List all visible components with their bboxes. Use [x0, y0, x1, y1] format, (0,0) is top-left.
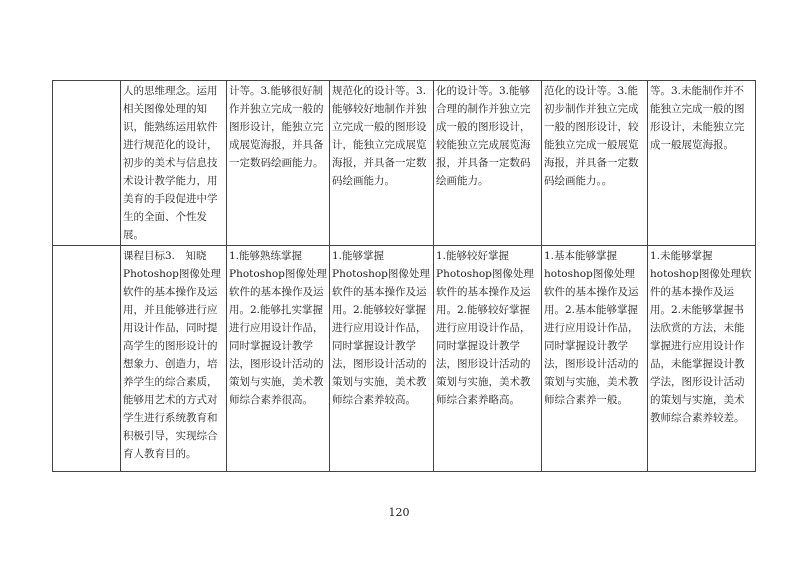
pass-cell: 1.基本能够掌握hotoshop图像处理软件的基本操作及运用。2.基本能够掌握进行应用设计作品，同时掌握设计教学法，图形设计活动的策划与实施，美术教师综合素养一般。: [542, 246, 648, 472]
fail-cell: 等。3.未能制作并不能独立完成一般的图形设计，未能独立完成一般展览海报。: [648, 81, 756, 246]
objective-cell: 课程目标3. 知晓Photoshop图像处理软件的基本操作及运用，并且能够进行应用设计作品，同时提高学生的图形设计的想象力、创造力，培养学生的综合素质，能够用艺术的方式对学生进行系统教育和积极引导，实现综合育人教育目的。: [121, 246, 227, 472]
medium-cell: 化的设计等。3.能够合理的制作并独立完成一般的图形设计，较能独立完成展览海报，并具备一定数码绘画能力。: [434, 81, 542, 246]
blank-cell: [53, 81, 121, 246]
page-number: 120: [388, 506, 410, 519]
objective-cell: 人的思维理念。运用相关图像处理的知识，能熟练运用软件进行规范化的设计，初步的美术与信息技术设计教学能力，用美育的手段促进中学生的全面、个性发展。: [121, 81, 227, 246]
excellent-cell: 计等。3.能够很好制作并独立完成一般的图形设计，能独立完成展览海报，并具备一定数码绘画能力。: [227, 81, 330, 246]
medium-cell: 1.能够较好掌握Photoshop图像处理软件的基本操作及运用。2.能够较好掌握进行应用设计作品，同时掌握设计教学法，图形设计活动的策划与实施，美术教师综合素养略高。: [434, 246, 542, 472]
rubric-table: [52, 80, 756, 472]
pass-cell: 范化的设计等。3.能初步制作并独立完成一般的图形设计，较能独立完成一般展览海报，并具备一定数码绘画能力。。: [542, 81, 648, 246]
fail-cell: 1.未能够掌握hotoshop图像处理软件的基本操作及运用。2.未能够掌握书法欣赏的方法，未能掌握进行应用设计作品，未能掌握设计教学法，图形设计活动的策划与实施，美术教师综合素养较差。: [648, 246, 756, 472]
table-row: [53, 246, 756, 472]
blank-cell: [53, 246, 121, 472]
table-row: [53, 81, 756, 246]
good-cell: 规范化的设计等。3.能够较好地制作并独立完成一般的图形设计，能独立完成展览海报，并具备一定数码绘画能力。: [330, 81, 434, 246]
good-cell: 1.能够掌握Photoshop图像处理软件的基本操作及运用。2.能够较好掌握进行应用设计作品，同时掌握设计教学法，图形设计活动的策划与实施，美术教师综合素养较高。: [330, 246, 434, 472]
excellent-cell: 1.能够熟练掌握Photoshop图像处理软件的基本操作及运用。2.能够扎实掌握进行应用设计作品，同时掌握设计教学法，图形设计活动的策划与实施，美术教师综合素养很高。: [227, 246, 330, 472]
